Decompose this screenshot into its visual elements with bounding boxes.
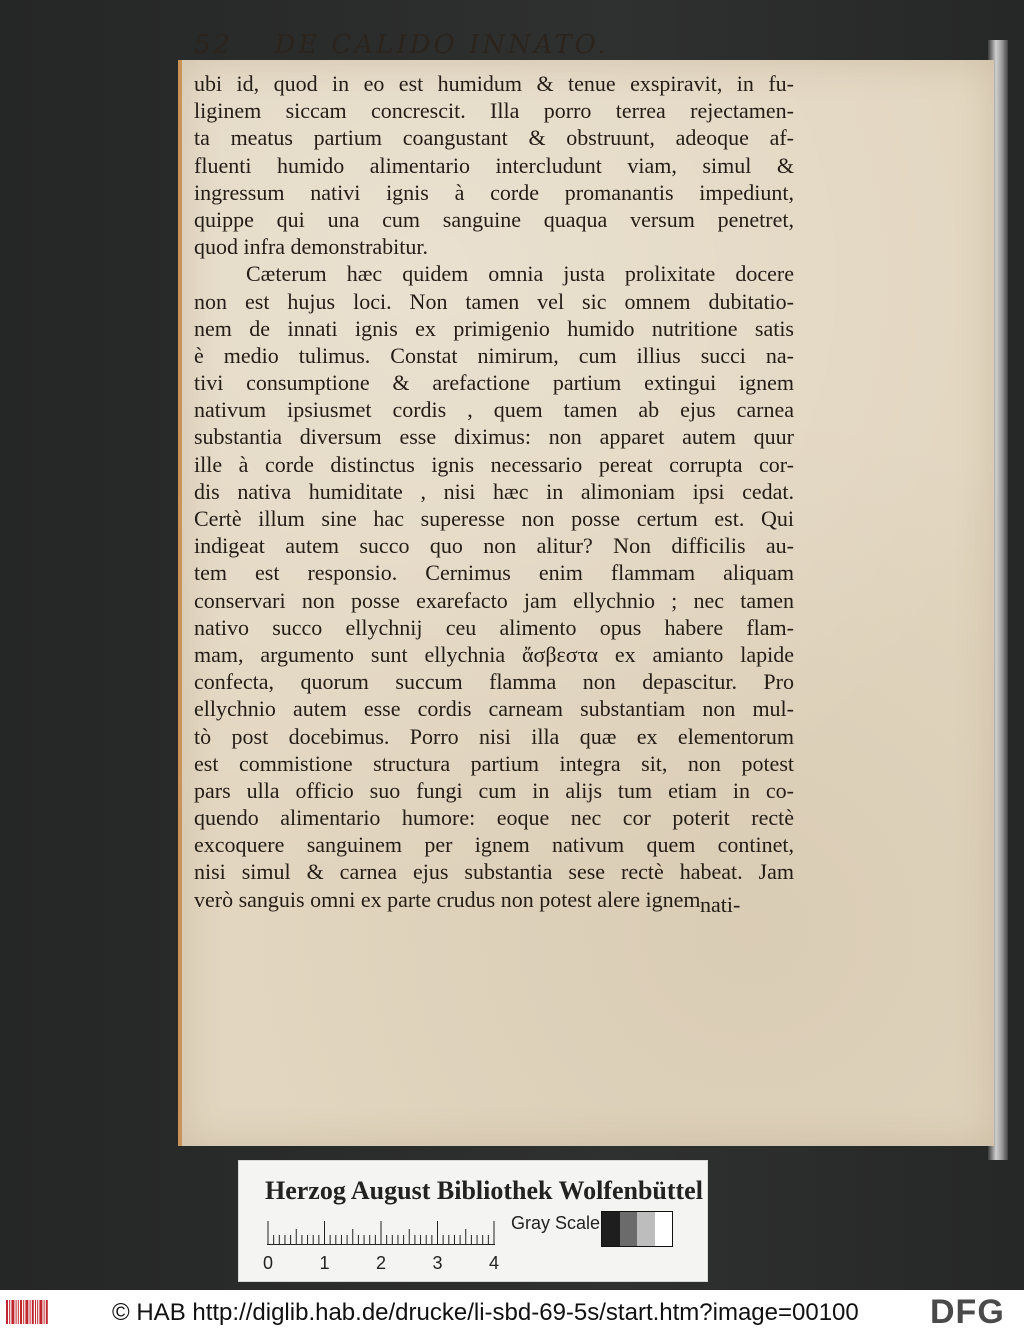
logo-bar — [6, 1300, 8, 1324]
text-line: fluenti humido alimentario intercludunt viam, simul & — [194, 152, 794, 178]
ruler-number: 1 — [319, 1253, 330, 1273]
text-line: non est hujus loci. Non tamen vel sic omnem dubitatio- — [194, 288, 794, 314]
copyright-url: © HAB http://diglib.hab.de/drucke/li-sbd-69-5s/start.htm?image=00100 — [112, 1299, 859, 1326]
logo-bar — [20, 1300, 22, 1324]
text-line: quod infra demonstrabitur. — [194, 234, 429, 260]
text-line: nisi simul & carnea ejus substantia sese rectè habeat. Jam — [194, 859, 794, 885]
text-line: confecta, quorum succum flamma non depascitur. Pro — [194, 669, 794, 695]
text-line: ille à corde distinctus ignis necessario pereat corrupta cor- — [194, 451, 794, 477]
logo-bar — [11, 1300, 14, 1324]
gray-swatch — [637, 1212, 655, 1246]
text-line: substantia diversum esse diximus: non apparet autem quur — [194, 424, 794, 450]
logo-bar — [9, 1300, 10, 1324]
text-line: ta meatus partium coangustant & obstruunt, adeoque af- — [194, 125, 794, 151]
text-line: quendo alimentario humore: eoque nec cor poterit rectè — [194, 805, 794, 831]
logo-bar — [39, 1300, 42, 1324]
logo-bar — [37, 1300, 38, 1324]
ruler-number: 2 — [376, 1253, 387, 1273]
text-line: tivi consumptione & arefactione partium extingui ignem — [194, 370, 794, 396]
running-header — [194, 30, 644, 60]
logo-bar — [23, 1300, 24, 1324]
text-line: verò sanguis omni ex parte crudus non potest alere ignem — [194, 886, 701, 912]
text-line: liginem siccam concrescit. Illa porro terrea rejectamen- — [194, 98, 794, 124]
text-line: tem est responsio. Cernimus enim flammam aliquam — [194, 560, 794, 586]
text-line: conservari non posse exarefacto jam ellychnio ; nec tamen — [194, 587, 794, 613]
logo-bar — [35, 1300, 36, 1324]
logo-bar — [44, 1300, 45, 1324]
text-line: indigeat autem succo quo non alitur? Non difficilis au- — [194, 533, 794, 559]
viewer-footer — [0, 1290, 1024, 1334]
text-line: mam, argumento sunt ellychnia ἄσβεστα ex amianto lapide — [194, 641, 794, 667]
text-line: est commistione structura partium integra sit, non potest — [194, 750, 794, 776]
page-number: 52 — [194, 30, 234, 60]
text-line: nativum ipsiusmet cordis , quem tamen ab ejus carnea — [194, 397, 794, 423]
centimeter-ruler-icon — [267, 1221, 495, 1245]
gray-swatch — [655, 1212, 673, 1246]
logo-bar — [46, 1300, 48, 1324]
text-line: tò post docebimus. Porro nisi illa quæ ex elementorum — [194, 723, 794, 749]
text-line: pars ulla officio suo fungi cum in alijs tum etiam in co- — [194, 777, 794, 803]
text-line: Cæterum hæc quidem omnia justa prolixitate docere — [246, 261, 794, 287]
logo-bar — [25, 1300, 28, 1324]
text-line: Certè illum sine hac superesse non posse certum est. Qui — [194, 506, 794, 531]
hab-barcode-logo-icon — [6, 1298, 50, 1326]
text-line: excoquere sanguinem per ignem nativum quem continet, — [194, 832, 794, 858]
ruler-number: 0 — [263, 1253, 274, 1273]
logo-bar — [32, 1300, 34, 1324]
ruler-number: 4 — [489, 1253, 500, 1273]
text-line: dis nativa humiditate , nisi hæc in alimoniam ipsi cedat. — [194, 478, 794, 504]
text-line: quippe qui una cum sanguine quaqua versum penetret, — [194, 206, 794, 232]
gray-swatch — [620, 1212, 638, 1246]
logo-bar — [30, 1300, 31, 1324]
logo-bar — [18, 1300, 19, 1324]
text-line: nem de innati ignis ex primigenio humido nutritione satis — [194, 315, 794, 341]
gray-swatch — [602, 1212, 620, 1246]
text-line: nativo succo ellychnij ceu alimento opus habere flam- — [194, 614, 794, 640]
text-line: ubi id, quod in eo est humidum & tenue exspiravit, in fu- — [194, 71, 794, 96]
text-line: è medio tulimus. Constat nimirum, cum illius succi na- — [194, 342, 794, 368]
page-body-text — [194, 70, 794, 913]
logo-bar — [16, 1300, 17, 1324]
ruler-number: 3 — [432, 1253, 443, 1273]
text-line: ingressum nativi ignis à corde promanantis impediunt, — [194, 179, 794, 205]
gray-scale-label: Gray Scale — [511, 1213, 601, 1233]
gray-scale-swatches — [601, 1211, 673, 1247]
catchword: nati- — [700, 892, 741, 917]
running-title: DE CALIDO INNATO. — [274, 30, 609, 60]
calibration-card — [238, 1160, 708, 1282]
dfg-logo-icon: DFG — [930, 1293, 1005, 1331]
text-line: ellychnio autem esse cordis carneam substantiam non mul- — [194, 696, 794, 722]
library-name: Herzog August Bibliothek Wolfenbüttel — [265, 1176, 703, 1205]
